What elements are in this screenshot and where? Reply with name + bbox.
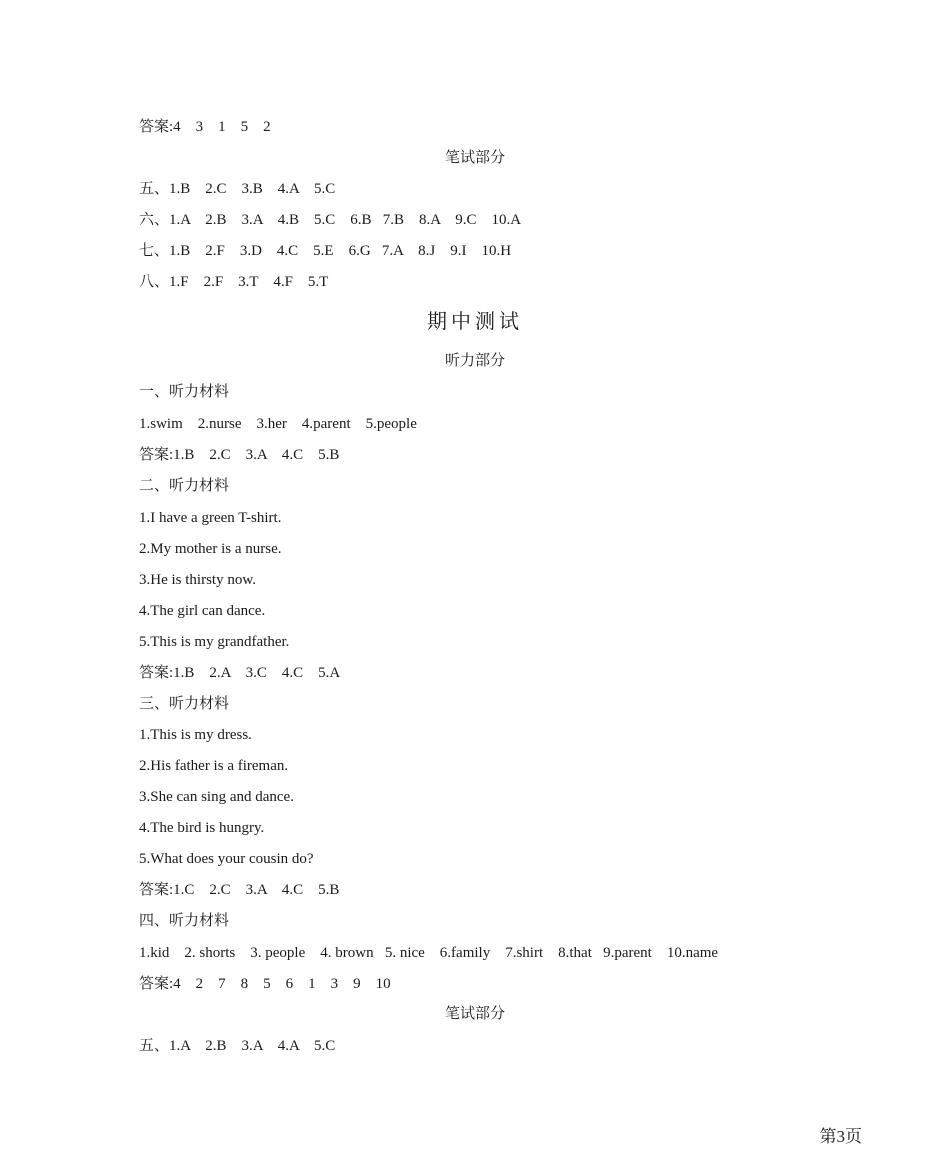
section-heading-listening: 听力部分	[444, 353, 505, 369]
material-line: 3.He is thirsty now.	[139, 572, 256, 588]
answer-line-seven: 七、1.B 2.F 3.D 4.C 5.E 6.G 7.A 8.J 9.I 10.H	[139, 243, 512, 259]
answer-line-listening-part-prev: 答案:4 3 1 5 2	[139, 119, 271, 135]
page-title-midterm: 期中测试	[427, 311, 523, 333]
subheading-three: 三、听力材料	[139, 696, 230, 712]
section-heading-written: 笔试部分	[444, 150, 505, 166]
material-line: 1.This is my dress.	[139, 727, 252, 743]
answer-line-six: 六、1.A 2.B 3.A 4.B 5.C 6.B 7.B 8.A 9.C 10.A	[139, 212, 522, 228]
answer-line: 答案:1.B 2.A 3.C 4.C 5.A	[139, 665, 341, 681]
answer-line-five: 五、1.A 2.B 3.A 4.A 5.C	[139, 1038, 336, 1054]
material-line: 2.My mother is a nurse.	[139, 541, 282, 557]
answer-line: 答案:4 2 7 8 5 6 1 3 9 10	[139, 976, 391, 992]
answer-line: 答案:1.B 2.C 3.A 4.C 5.B	[139, 447, 340, 463]
section-heading-written: 笔试部分	[444, 1006, 505, 1022]
page-number: 第3页	[819, 1127, 862, 1146]
material-line: 1.swim 2.nurse 3.her 4.parent 5.people	[139, 416, 417, 432]
material-line: 3.She can sing and dance.	[139, 789, 294, 805]
material-line: 4.The bird is hungry.	[139, 820, 265, 836]
answer-line: 答案:1.C 2.C 3.A 4.C 5.B	[139, 882, 340, 898]
material-line: 1.kid 2. shorts 3. people 4. brown 5. nice 6.family 7.shirt 8.that 9.parent 10.name	[139, 945, 719, 961]
material-line: 2.His father is a fireman.	[139, 758, 289, 774]
material-line: 5.This is my grandfather.	[139, 634, 290, 650]
subheading-one: 一、听力材料	[139, 384, 230, 400]
answer-line-eight: 八、1.F 2.F 3.T 4.F 5.T	[139, 274, 329, 290]
material-line: 1.I have a green T-shirt.	[139, 510, 282, 526]
subheading-two: 二、听力材料	[139, 478, 230, 494]
subheading-four: 四、听力材料	[139, 913, 230, 929]
material-line: 4.The girl can dance.	[139, 603, 266, 619]
answer-line-five: 五、1.B 2.C 3.B 4.A 5.C	[139, 181, 336, 197]
material-line: 5.What does your cousin do?	[139, 851, 314, 867]
